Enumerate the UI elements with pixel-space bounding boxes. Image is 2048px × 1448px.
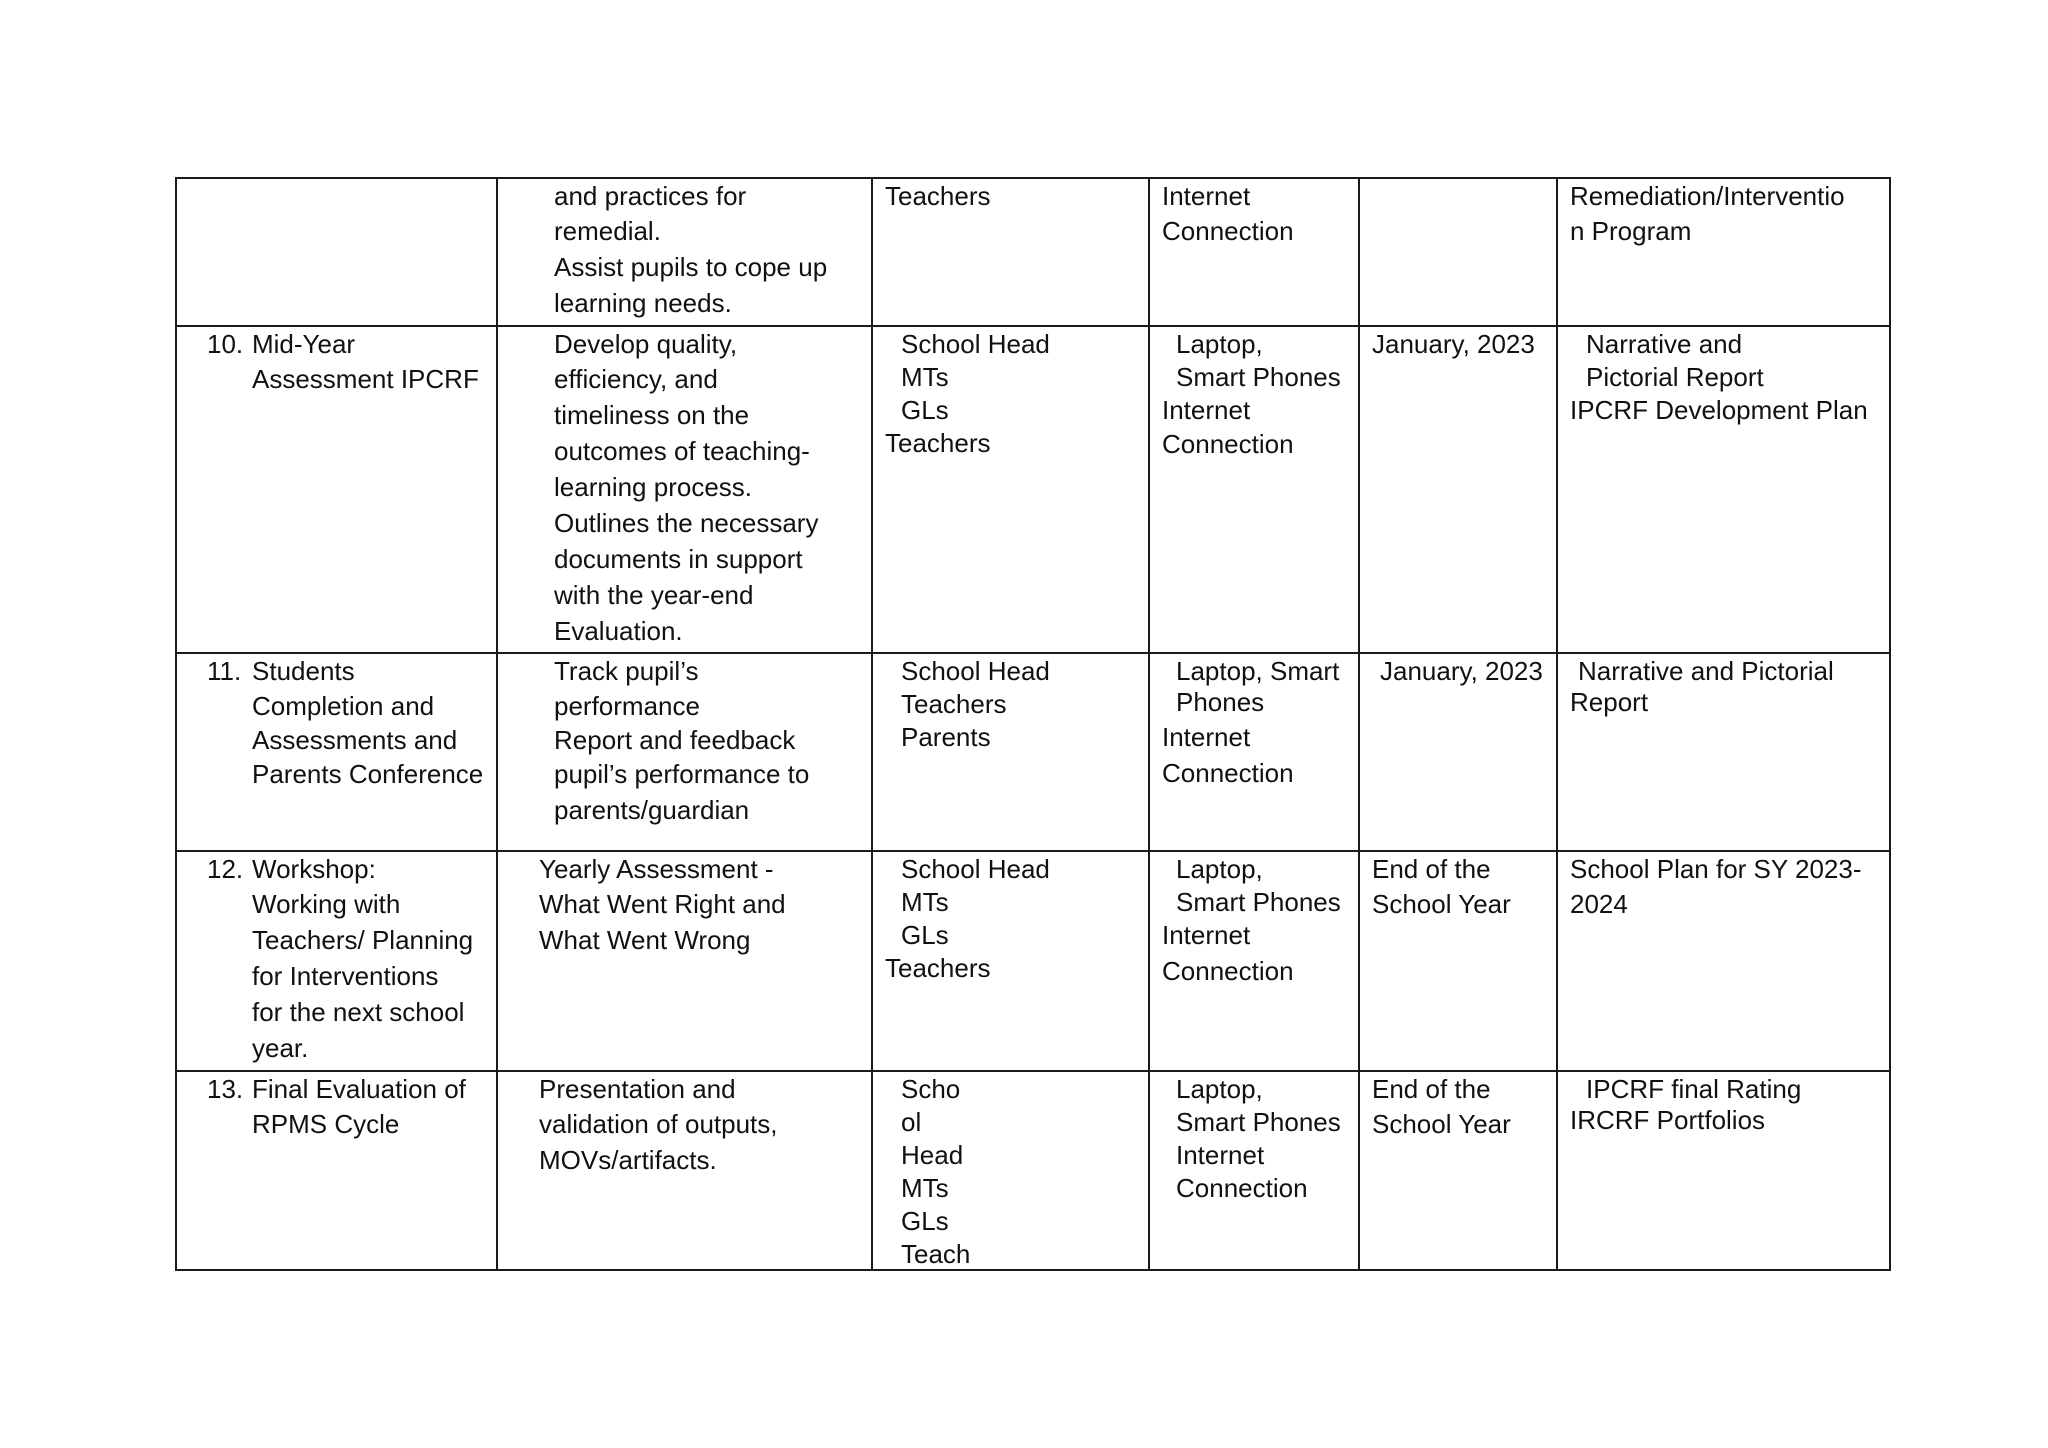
cell-line: Develop quality, — [554, 329, 738, 359]
table-row — [176, 326, 1890, 653]
table-cell — [872, 653, 1149, 851]
cell-line: What Went Wrong — [539, 925, 751, 955]
table-cell — [497, 178, 872, 326]
cell-line: Completion and — [252, 691, 435, 721]
cell-line: Teachers — [885, 181, 991, 211]
cell-line: Scho — [901, 1074, 961, 1104]
cell-line: documents in support — [554, 544, 803, 574]
cell-line: with the year-end — [554, 580, 754, 610]
cell-line: Connection — [1162, 216, 1294, 246]
cell-line: for Interventions — [252, 961, 439, 991]
cell-line: Workshop: — [252, 854, 376, 884]
cell-line: Phones — [1176, 687, 1265, 717]
cell-line: Report and feedback — [554, 725, 796, 755]
table-cell — [872, 851, 1149, 1071]
cell-line: MOVs/artifacts. — [539, 1145, 717, 1175]
cell-line: School Year — [1372, 1109, 1511, 1139]
cell-line: Narrative and Pictorial — [1578, 656, 1834, 686]
cell-line: Assist pupils to cope up — [554, 252, 828, 282]
cell-line: Connection — [1162, 758, 1294, 788]
table-cell — [1359, 178, 1557, 326]
cell-line: What Went Right and — [539, 889, 786, 919]
cell-line: Evaluation. — [554, 616, 683, 646]
cell-line: MTs — [901, 1173, 949, 1203]
cell-line: School Year — [1372, 889, 1511, 919]
cell-line: Assessments and — [252, 725, 458, 755]
cell-line: January, 2023 — [1380, 656, 1543, 686]
table-cell — [497, 1071, 872, 1270]
table-row — [176, 653, 1890, 851]
cell-line: Teachers/ Planning — [252, 925, 474, 955]
cell-line: for the next school — [252, 997, 465, 1027]
table-cell — [497, 851, 872, 1071]
table-cell — [497, 326, 872, 653]
table-cell — [872, 326, 1149, 653]
cell-line: January, 2023 — [1372, 329, 1535, 359]
cell-line: MTs — [901, 887, 949, 917]
cell-line: Students — [252, 656, 355, 686]
table-cell — [176, 851, 497, 1071]
cell-line: Report — [1570, 687, 1649, 717]
table-cell — [1149, 326, 1359, 653]
cell-line: 13. — [207, 1074, 244, 1104]
cell-line: Internet — [1162, 395, 1251, 425]
cell-line: learning process. — [554, 472, 752, 502]
table-cell — [497, 653, 872, 851]
table-cell — [1557, 178, 1890, 326]
cell-line: Internet — [1162, 920, 1251, 950]
cell-line: Connection — [1162, 956, 1294, 986]
cell-line: Smart Phones — [1176, 1107, 1341, 1137]
cell-line: Connection — [1162, 429, 1294, 459]
cell-line: Smart Phones — [1176, 887, 1341, 917]
cell-line: ol — [901, 1107, 922, 1137]
cell-line: MTs — [901, 362, 949, 392]
cell-line: Final Evaluation of — [252, 1074, 466, 1104]
table-cell — [176, 326, 497, 653]
table-cell — [1359, 851, 1557, 1071]
cell-line: Laptop, — [1176, 1074, 1263, 1104]
cell-line: End of the — [1372, 1074, 1491, 1104]
cell-line: Laptop, — [1176, 329, 1263, 359]
cell-line: efficiency, and — [554, 364, 718, 394]
cell-line: Internet — [1176, 1140, 1265, 1170]
table-cell — [872, 1071, 1149, 1270]
cell-line: Working with — [252, 889, 401, 919]
cell-line: IRCRF Portfolios — [1570, 1105, 1766, 1135]
cell-line: validation of outputs, — [539, 1109, 778, 1139]
cell-line: Teach — [901, 1239, 971, 1269]
cell-line: parents/guardian — [554, 795, 750, 825]
table-cell — [872, 178, 1149, 326]
cell-line: Pictorial Report — [1586, 362, 1764, 392]
cell-line: Internet — [1162, 722, 1251, 752]
table-row — [176, 178, 1890, 326]
table-cell — [1149, 851, 1359, 1071]
cell-line: and practices for — [554, 181, 747, 211]
table-cell — [176, 178, 497, 326]
cell-line: School Head — [901, 656, 1050, 686]
cell-line: Internet — [1162, 181, 1251, 211]
cell-line: timeliness on the — [554, 400, 750, 430]
cell-line: Assessment IPCRF — [252, 364, 479, 394]
cell-line: School Head — [901, 854, 1050, 884]
cell-line: performance — [554, 691, 700, 721]
cell-line: 11. — [207, 656, 242, 686]
cell-line: year. — [252, 1033, 309, 1063]
plan-table — [175, 177, 1891, 1271]
table-row — [176, 1071, 1890, 1270]
table-cell — [176, 1071, 497, 1270]
cell-line: Head — [901, 1140, 964, 1170]
cell-line: outcomes of teaching- — [554, 436, 810, 466]
cell-line: Track pupil’s — [554, 656, 699, 686]
cell-line: GLs — [901, 920, 949, 950]
cell-line: End of the — [1372, 854, 1491, 884]
cell-line: School Plan for SY 2023- — [1570, 854, 1862, 884]
cell-line: pupil’s performance to — [554, 759, 810, 789]
table-cell — [1359, 326, 1557, 653]
cell-line: Mid-Year — [252, 329, 356, 359]
cell-line: Teachers — [885, 953, 991, 983]
table-cell — [1557, 1071, 1890, 1270]
table-cell — [1359, 653, 1557, 851]
cell-line: GLs — [901, 395, 949, 425]
table-cell — [1557, 326, 1890, 653]
cell-line: 10. — [207, 329, 244, 359]
table-cell — [1149, 1071, 1359, 1270]
cell-line: Laptop, — [1176, 854, 1263, 884]
cell-line: IPCRF Development Plan — [1570, 395, 1868, 425]
cell-line: remedial. — [554, 216, 661, 246]
cell-line: 2024 — [1570, 889, 1628, 919]
cell-line: learning needs. — [554, 288, 732, 318]
cell-line: Teachers — [885, 428, 991, 458]
cell-line: IPCRF final Rating — [1586, 1074, 1802, 1104]
cell-line: Parents Conference — [252, 759, 484, 789]
cell-line: Outlines the necessary — [554, 508, 819, 538]
table-row — [176, 851, 1890, 1071]
table-cell — [176, 653, 497, 851]
cell-line: Remediation/Interventio — [1570, 181, 1845, 211]
cell-line: Presentation and — [539, 1074, 736, 1104]
cell-line: Connection — [1176, 1173, 1308, 1203]
cell-line: Teachers — [901, 689, 1007, 719]
table-cell — [1359, 1071, 1557, 1270]
table-cell — [1557, 653, 1890, 851]
cell-line: Smart Phones — [1176, 362, 1341, 392]
table-cell — [1557, 851, 1890, 1071]
cell-line: Yearly Assessment - — [539, 854, 774, 884]
cell-line: GLs — [901, 1206, 949, 1236]
table-cell — [1149, 178, 1359, 326]
cell-line: School Head — [901, 329, 1050, 359]
cell-line: 12. — [207, 854, 244, 884]
table-cell — [1149, 653, 1359, 851]
cell-line: Parents — [901, 722, 991, 752]
cell-line: Laptop, Smart — [1176, 656, 1340, 686]
cell-line: Narrative and — [1586, 329, 1743, 359]
cell-line: n Program — [1570, 216, 1692, 246]
cell-line: RPMS Cycle — [252, 1109, 400, 1139]
